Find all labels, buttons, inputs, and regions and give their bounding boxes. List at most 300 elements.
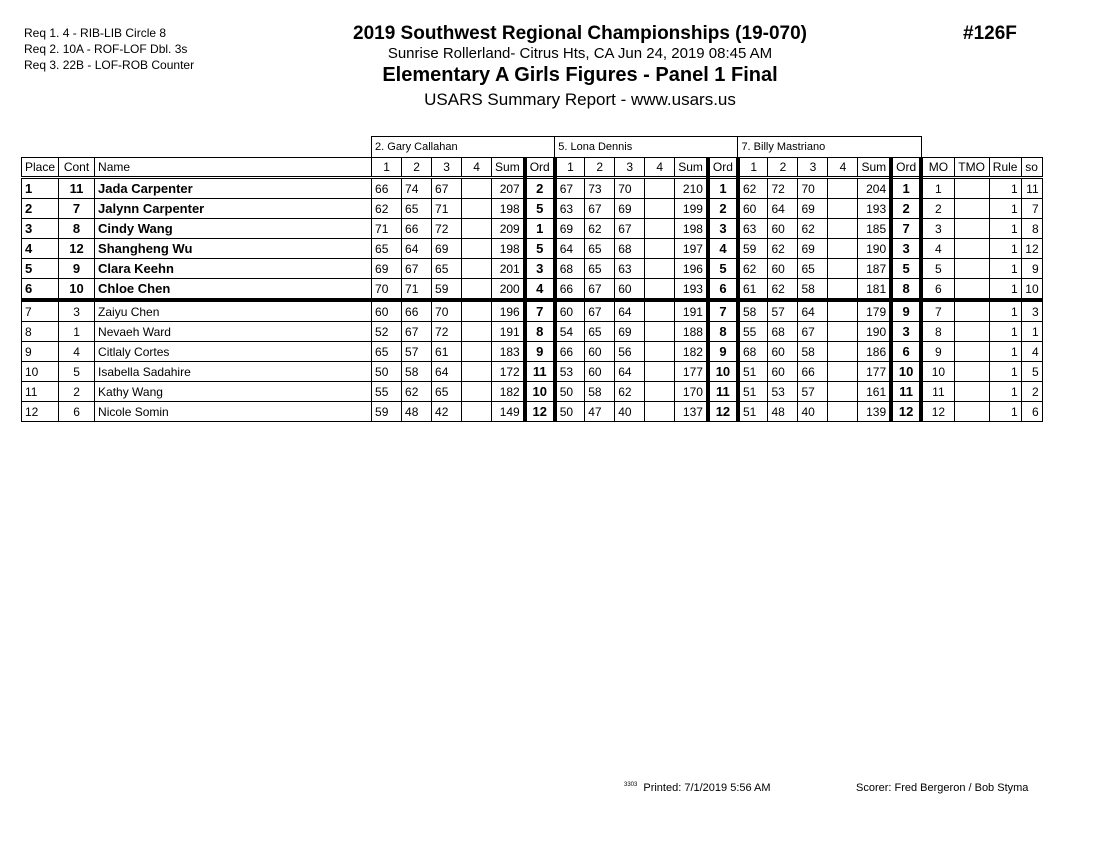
- score-cell: 69: [432, 239, 462, 259]
- cont-cell: 10: [59, 279, 95, 301]
- ordinal-cell: 4: [525, 279, 555, 301]
- cont-cell: 4: [59, 342, 95, 362]
- col-tmo: TMO: [954, 158, 989, 178]
- col-cont: Cont: [59, 158, 95, 178]
- score-cell: 58: [585, 382, 615, 402]
- mo-cell: 7: [921, 300, 954, 322]
- score-cell: [828, 362, 858, 382]
- score-cell: [645, 322, 675, 342]
- place-cell: 9: [22, 342, 59, 362]
- score-cell: 67: [585, 279, 615, 301]
- so-cell: 2: [1021, 382, 1042, 402]
- mo-cell: 5: [921, 259, 954, 279]
- score-cell: 69: [798, 239, 828, 259]
- score-cell: 69: [798, 199, 828, 219]
- tmo-cell: [954, 199, 989, 219]
- sum-cell: 193: [858, 199, 891, 219]
- judge-header-row: [22, 137, 1043, 158]
- score-cell: [828, 199, 858, 219]
- rule-cell: 1: [989, 239, 1021, 259]
- score-cell: 68: [555, 259, 585, 279]
- score-cell: 64: [555, 239, 585, 259]
- place-cell: 1: [22, 178, 59, 199]
- score-cell: 60: [615, 279, 645, 301]
- score-cell: [645, 219, 675, 239]
- score-cell: 66: [402, 300, 432, 322]
- score-cell: 69: [372, 259, 402, 279]
- score-cell: 68: [615, 239, 645, 259]
- score-cell: 64: [768, 199, 798, 219]
- place-cell: 6: [22, 279, 59, 301]
- score-cell: [645, 300, 675, 322]
- table-row: [22, 362, 1043, 382]
- score-cell: [828, 342, 858, 362]
- ordinal-cell: 11: [891, 382, 921, 402]
- tmo-cell: [954, 322, 989, 342]
- col-judge3-2: 2: [768, 158, 798, 178]
- score-cell: 66: [555, 342, 585, 362]
- score-cell: 55: [372, 382, 402, 402]
- score-cell: 67: [555, 178, 585, 199]
- results-table: [21, 136, 1043, 422]
- report-subtitle: USARS Summary Report - www.usars.us: [424, 90, 736, 109]
- sum-cell: 161: [858, 382, 891, 402]
- score-cell: [828, 259, 858, 279]
- so-cell: 5: [1021, 362, 1042, 382]
- skater-name: Shangheng Wu: [95, 239, 372, 259]
- score-cell: 65: [432, 382, 462, 402]
- ordinal-cell: 8: [708, 322, 738, 342]
- score-cell: [645, 382, 675, 402]
- tmo-cell: [954, 178, 989, 199]
- place-cell: 12: [22, 402, 59, 422]
- score-cell: 64: [798, 300, 828, 322]
- mo-cell: 2: [921, 199, 954, 219]
- so-cell: 9: [1021, 259, 1042, 279]
- score-cell: 51: [738, 382, 768, 402]
- score-cell: 59: [738, 239, 768, 259]
- score-cell: 57: [768, 300, 798, 322]
- place-cell: 11: [22, 382, 59, 402]
- cont-cell: 8: [59, 219, 95, 239]
- printed-info: [624, 782, 771, 794]
- score-cell: 40: [615, 402, 645, 422]
- col-judge3-4: 4: [828, 158, 858, 178]
- table-row: [22, 402, 1043, 422]
- score-cell: 65: [432, 259, 462, 279]
- score-cell: 42: [432, 402, 462, 422]
- table-row: [22, 342, 1043, 362]
- score-cell: 48: [768, 402, 798, 422]
- score-cell: 65: [402, 199, 432, 219]
- cont-cell: 2: [59, 382, 95, 402]
- score-cell: 55: [738, 322, 768, 342]
- score-cell: [462, 382, 492, 402]
- sum-cell: 177: [858, 362, 891, 382]
- score-cell: [828, 239, 858, 259]
- score-cell: 60: [555, 300, 585, 322]
- requirement-3: Req 3. 22B - LOF-ROB Counter: [24, 58, 195, 72]
- ordinal-cell: 10: [525, 382, 555, 402]
- score-cell: [645, 342, 675, 362]
- table-row: [22, 239, 1043, 259]
- score-cell: [462, 178, 492, 199]
- ordinal-cell: 2: [525, 178, 555, 199]
- place-cell: 5: [22, 259, 59, 279]
- ordinal-cell: 3: [525, 259, 555, 279]
- score-cell: 70: [432, 300, 462, 322]
- score-cell: 52: [372, 322, 402, 342]
- rule-cell: 1: [989, 402, 1021, 422]
- col-rule: Rule: [989, 158, 1021, 178]
- score-cell: 51: [738, 402, 768, 422]
- score-cell: [462, 239, 492, 259]
- col-place: Place: [22, 158, 59, 178]
- score-cell: 71: [432, 199, 462, 219]
- score-cell: [828, 322, 858, 342]
- score-cell: 62: [798, 219, 828, 239]
- score-cell: 57: [402, 342, 432, 362]
- score-cell: 65: [372, 342, 402, 362]
- judge-1-name: 2. Gary Callahan: [372, 137, 555, 158]
- score-cell: 74: [402, 178, 432, 199]
- score-cell: 66: [372, 178, 402, 199]
- ordinal-cell: 1: [525, 219, 555, 239]
- column-header-row: [22, 158, 1043, 178]
- sum-cell: 210: [675, 178, 708, 199]
- sum-cell: 139: [858, 402, 891, 422]
- ordinal-cell: 3: [891, 322, 921, 342]
- skater-name: Kathy Wang: [95, 382, 372, 402]
- skater-name: Clara Keehn: [95, 259, 372, 279]
- score-cell: 63: [738, 219, 768, 239]
- score-cell: 73: [585, 178, 615, 199]
- score-cell: [828, 402, 858, 422]
- score-cell: 67: [798, 322, 828, 342]
- score-cell: 69: [615, 199, 645, 219]
- score-cell: 62: [402, 382, 432, 402]
- score-cell: 62: [372, 199, 402, 219]
- so-cell: 3: [1021, 300, 1042, 322]
- score-cell: 58: [738, 300, 768, 322]
- ordinal-cell: 5: [525, 239, 555, 259]
- mo-cell: 8: [921, 322, 954, 342]
- score-cell: 62: [768, 279, 798, 301]
- cont-cell: 12: [59, 239, 95, 259]
- so-cell: 6: [1021, 402, 1042, 422]
- score-cell: 53: [768, 382, 798, 402]
- mo-cell: 6: [921, 279, 954, 301]
- ordinal-cell: 7: [525, 300, 555, 322]
- ordinal-cell: 6: [891, 342, 921, 362]
- score-cell: 67: [432, 178, 462, 199]
- requirements-list: [24, 25, 194, 73]
- score-cell: 50: [555, 382, 585, 402]
- location-datetime: Sunrise Rollerland- Citrus Hts, CA Jun 24, 2019 08:45 AM: [387, 45, 773, 62]
- col-name: Name: [95, 158, 372, 178]
- scorer-info: Scorer: Fred Bergeron / Bob Styma: [856, 782, 1029, 794]
- score-cell: 62: [738, 178, 768, 199]
- ordinal-cell: 3: [708, 219, 738, 239]
- mo-cell: 12: [921, 402, 954, 422]
- col-judge2-3: 3: [615, 158, 645, 178]
- mo-cell: 3: [921, 219, 954, 239]
- score-cell: 50: [555, 402, 585, 422]
- so-cell: 1: [1021, 322, 1042, 342]
- score-cell: 40: [798, 402, 828, 422]
- score-cell: 64: [615, 300, 645, 322]
- score-cell: 63: [615, 259, 645, 279]
- sum-cell: 198: [675, 219, 708, 239]
- score-cell: 70: [798, 178, 828, 199]
- col-judge1-3: 3: [432, 158, 462, 178]
- score-cell: 62: [615, 382, 645, 402]
- mo-cell: 11: [921, 382, 954, 402]
- table-row: [22, 382, 1043, 402]
- sum-cell: 188: [675, 322, 708, 342]
- col-so: so: [1021, 158, 1042, 178]
- score-cell: 59: [432, 279, 462, 301]
- sum-cell: 196: [675, 259, 708, 279]
- col-judge1-2: 2: [402, 158, 432, 178]
- ordinal-cell: 1: [708, 178, 738, 199]
- event-number: #126F: [963, 23, 1017, 44]
- sum-cell: 177: [675, 362, 708, 382]
- score-cell: 65: [585, 239, 615, 259]
- table-row: [22, 219, 1043, 239]
- score-cell: [645, 279, 675, 301]
- tmo-cell: [954, 300, 989, 322]
- ordinal-cell: 11: [525, 362, 555, 382]
- rule-cell: 1: [989, 322, 1021, 342]
- tmo-cell: [954, 279, 989, 301]
- so-cell: 4: [1021, 342, 1042, 362]
- score-cell: [462, 199, 492, 219]
- skater-name: Nicole Somin: [95, 402, 372, 422]
- score-cell: 72: [432, 322, 462, 342]
- so-cell: 11: [1021, 178, 1042, 199]
- skater-name: Jada Carpenter: [95, 178, 372, 199]
- score-cell: 60: [768, 259, 798, 279]
- ordinal-cell: 10: [891, 362, 921, 382]
- score-cell: [462, 342, 492, 362]
- score-cell: 72: [432, 219, 462, 239]
- rule-cell: 1: [989, 199, 1021, 219]
- skater-name: Jalynn Carpenter: [95, 199, 372, 219]
- col-judge1-1: 1: [372, 158, 402, 178]
- rule-cell: 1: [989, 362, 1021, 382]
- col-judge2-ord: Ord: [708, 158, 738, 178]
- score-cell: 58: [798, 342, 828, 362]
- report-code: 3303: [624, 782, 638, 788]
- sum-cell: 200: [492, 279, 525, 301]
- sum-cell: 191: [492, 322, 525, 342]
- judge-3-name: 7. Billy Mastriano: [738, 137, 921, 158]
- sum-cell: 191: [675, 300, 708, 322]
- score-cell: 70: [372, 279, 402, 301]
- score-cell: 66: [798, 362, 828, 382]
- sum-cell: 190: [858, 322, 891, 342]
- score-cell: 62: [738, 259, 768, 279]
- cont-cell: 5: [59, 362, 95, 382]
- sum-cell: 182: [492, 382, 525, 402]
- score-cell: 60: [768, 362, 798, 382]
- score-cell: 60: [768, 219, 798, 239]
- score-cell: 53: [555, 362, 585, 382]
- score-cell: 58: [402, 362, 432, 382]
- table-row: [22, 279, 1043, 301]
- cont-cell: 11: [59, 178, 95, 199]
- cont-cell: 6: [59, 402, 95, 422]
- ordinal-cell: 6: [708, 279, 738, 301]
- sum-cell: 199: [675, 199, 708, 219]
- mo-cell: 10: [921, 362, 954, 382]
- tmo-cell: [954, 239, 989, 259]
- ordinal-cell: 11: [708, 382, 738, 402]
- score-cell: [645, 239, 675, 259]
- mo-cell: 9: [921, 342, 954, 362]
- ordinal-cell: 4: [708, 239, 738, 259]
- score-cell: 70: [615, 178, 645, 199]
- cont-cell: 3: [59, 300, 95, 322]
- place-cell: 2: [22, 199, 59, 219]
- rule-cell: 1: [989, 382, 1021, 402]
- score-cell: 66: [402, 219, 432, 239]
- score-cell: [828, 219, 858, 239]
- score-cell: 67: [402, 322, 432, 342]
- score-cell: [645, 259, 675, 279]
- score-cell: 64: [432, 362, 462, 382]
- col-judge3-ord: Ord: [891, 158, 921, 178]
- skater-name: Nevaeh Ward: [95, 322, 372, 342]
- ordinal-cell: 2: [891, 199, 921, 219]
- tmo-cell: [954, 382, 989, 402]
- sum-cell: 207: [492, 178, 525, 199]
- competition-title: 2019 Southwest Regional Championships (19-070): [353, 23, 807, 44]
- score-cell: 71: [402, 279, 432, 301]
- score-cell: 67: [585, 300, 615, 322]
- tmo-cell: [954, 219, 989, 239]
- sum-cell: 185: [858, 219, 891, 239]
- cont-cell: 7: [59, 199, 95, 219]
- table-row: [22, 300, 1043, 322]
- tmo-cell: [954, 342, 989, 362]
- sum-cell: 193: [675, 279, 708, 301]
- score-cell: 60: [372, 300, 402, 322]
- score-cell: 72: [768, 178, 798, 199]
- sum-cell: 201: [492, 259, 525, 279]
- rule-cell: 1: [989, 279, 1021, 301]
- sum-cell: 198: [492, 199, 525, 219]
- sum-cell: 198: [492, 239, 525, 259]
- score-cell: 67: [585, 199, 615, 219]
- score-cell: 58: [798, 279, 828, 301]
- col-judge1-4: 4: [462, 158, 492, 178]
- rule-cell: 1: [989, 259, 1021, 279]
- score-cell: 51: [738, 362, 768, 382]
- score-cell: 69: [555, 219, 585, 239]
- score-cell: 68: [738, 342, 768, 362]
- score-cell: [645, 362, 675, 382]
- so-cell: 12: [1021, 239, 1042, 259]
- score-cell: 62: [768, 239, 798, 259]
- score-cell: 47: [585, 402, 615, 422]
- tmo-cell: [954, 259, 989, 279]
- sum-cell: 179: [858, 300, 891, 322]
- score-cell: [645, 199, 675, 219]
- ordinal-cell: 5: [891, 259, 921, 279]
- col-judge1-ord: Ord: [525, 158, 555, 178]
- rule-cell: 1: [989, 219, 1021, 239]
- ordinal-cell: 2: [708, 199, 738, 219]
- so-cell: 10: [1021, 279, 1042, 301]
- ordinal-cell: 12: [525, 402, 555, 422]
- skater-name: Isabella Sadahire: [95, 362, 372, 382]
- score-cell: [462, 259, 492, 279]
- printed-timestamp: Printed: 7/1/2019 5:56 AM: [643, 782, 771, 794]
- skater-name: Chloe Chen: [95, 279, 372, 301]
- place-cell: 10: [22, 362, 59, 382]
- sum-cell: 183: [492, 342, 525, 362]
- score-cell: 64: [402, 239, 432, 259]
- score-cell: 59: [372, 402, 402, 422]
- score-cell: 61: [738, 279, 768, 301]
- score-cell: 65: [372, 239, 402, 259]
- score-cell: [828, 279, 858, 301]
- ordinal-cell: 3: [891, 239, 921, 259]
- table-row: [22, 199, 1043, 219]
- score-cell: 71: [372, 219, 402, 239]
- score-cell: 60: [738, 199, 768, 219]
- ordinal-cell: 9: [708, 342, 738, 362]
- mo-cell: 4: [921, 239, 954, 259]
- col-judge3-3: 3: [798, 158, 828, 178]
- col-judge2-2: 2: [585, 158, 615, 178]
- col-mo: MO: [921, 158, 954, 178]
- score-cell: [462, 279, 492, 301]
- score-cell: 63: [555, 199, 585, 219]
- score-cell: 65: [585, 259, 615, 279]
- score-cell: [462, 402, 492, 422]
- col-judge2-4: 4: [645, 158, 675, 178]
- ordinal-cell: 12: [708, 402, 738, 422]
- sum-cell: 187: [858, 259, 891, 279]
- score-cell: 60: [768, 342, 798, 362]
- tmo-cell: [954, 362, 989, 382]
- col-judge1-sum: Sum: [492, 158, 525, 178]
- judge-2-name: 5. Lona Dennis: [555, 137, 738, 158]
- sum-cell: 149: [492, 402, 525, 422]
- rule-cell: 1: [989, 300, 1021, 322]
- score-cell: 60: [585, 362, 615, 382]
- requirement-1: Req 1. 4 - RIB-LIB Circle 8: [24, 26, 167, 40]
- ordinal-cell: 1: [891, 178, 921, 199]
- score-cell: [645, 402, 675, 422]
- so-cell: 7: [1021, 199, 1042, 219]
- score-cell: 60: [585, 342, 615, 362]
- rule-cell: 1: [989, 178, 1021, 199]
- sum-cell: 137: [675, 402, 708, 422]
- score-cell: 69: [615, 322, 645, 342]
- ordinal-cell: 12: [891, 402, 921, 422]
- score-cell: 50: [372, 362, 402, 382]
- ordinal-cell: 9: [891, 300, 921, 322]
- table-row: [22, 259, 1043, 279]
- score-cell: [828, 382, 858, 402]
- ordinal-cell: 7: [891, 219, 921, 239]
- sum-cell: 170: [675, 382, 708, 402]
- sum-cell: 182: [675, 342, 708, 362]
